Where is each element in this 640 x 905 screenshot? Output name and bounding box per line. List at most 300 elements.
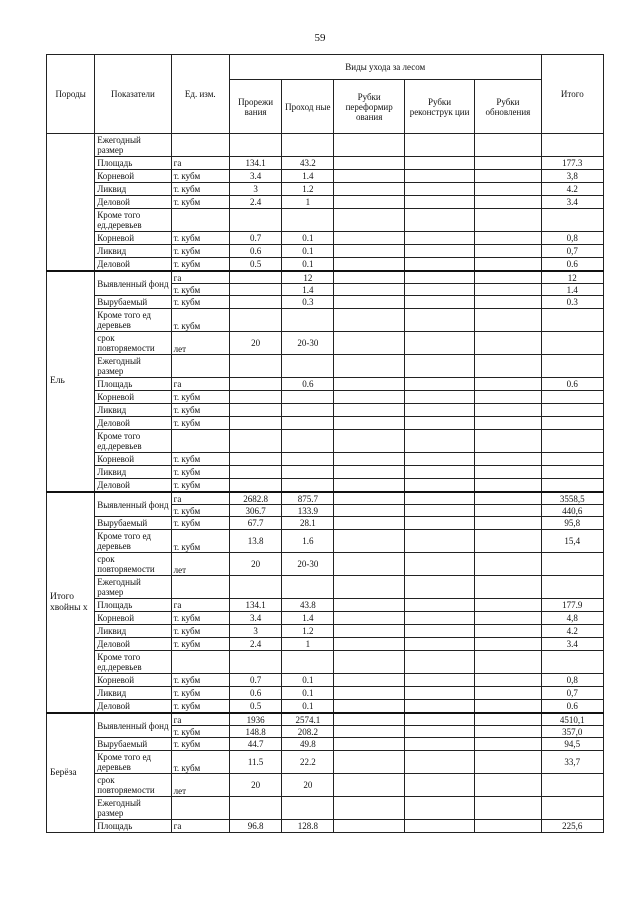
value-cell (404, 258, 474, 272)
value-cell: 43.2 (282, 157, 334, 170)
value-cell: 133.9 (282, 505, 334, 517)
total-cell: 0,7 (541, 245, 603, 258)
value-cell: 0.6 (229, 687, 281, 700)
value-cell (282, 309, 334, 332)
value-cell (229, 576, 281, 599)
value-cell (475, 599, 541, 612)
table-row (47, 687, 604, 700)
value-cell (282, 209, 334, 232)
unit-cell: т. кубм (171, 391, 229, 404)
unit-cell: га (171, 378, 229, 391)
indicator-name: срок повторяемости (95, 332, 171, 355)
value-cell (282, 651, 334, 674)
indicator-name: срок повторяемости (95, 774, 171, 797)
value-cell (404, 232, 474, 245)
value-cell (404, 378, 474, 391)
unit-cell (171, 651, 229, 674)
col-header-type: Проход ные (282, 80, 334, 134)
total-cell (541, 553, 603, 576)
value-cell (334, 404, 404, 417)
value-cell (404, 134, 474, 157)
table-row (47, 430, 604, 453)
unit-cell: га (171, 271, 229, 284)
value-cell (334, 530, 404, 553)
table-row (47, 157, 604, 170)
species-group: Ель (47, 271, 95, 492)
value-cell (334, 209, 404, 232)
value-cell (334, 332, 404, 355)
value-cell (475, 232, 541, 245)
value-cell: 3.4 (229, 170, 281, 183)
value-cell (475, 553, 541, 576)
value-cell: 0.3 (282, 296, 334, 309)
value-cell (334, 687, 404, 700)
indicator-name: Деловой (95, 638, 171, 651)
total-cell: 3558,5 (541, 492, 603, 505)
value-cell: 208.2 (282, 726, 334, 738)
unit-cell (171, 797, 229, 820)
total-cell: 0,7 (541, 687, 603, 700)
value-cell (334, 713, 404, 726)
table-row (47, 209, 604, 232)
table-row (47, 576, 604, 599)
indicator-name: Кроме того ед деревьев (95, 530, 171, 553)
table-row (47, 517, 604, 530)
table-row (47, 309, 604, 332)
value-cell (282, 404, 334, 417)
value-cell (475, 296, 541, 309)
value-cell (334, 134, 404, 157)
value-cell (475, 170, 541, 183)
total-cell: 4.2 (541, 625, 603, 638)
value-cell (229, 404, 281, 417)
table-row (47, 738, 604, 751)
value-cell (334, 284, 404, 296)
table-row (47, 612, 604, 625)
col-header-indicators: Показатели (95, 55, 171, 134)
value-cell (404, 271, 474, 284)
value-cell (334, 674, 404, 687)
unit-cell: га (171, 157, 229, 170)
value-cell (334, 820, 404, 833)
value-cell: 1.4 (282, 612, 334, 625)
total-cell (541, 355, 603, 378)
total-cell: 1.4 (541, 284, 603, 296)
value-cell (475, 479, 541, 493)
value-cell (404, 296, 474, 309)
total-cell: 0.6 (541, 258, 603, 272)
unit-cell: т. кубм (171, 505, 229, 517)
value-cell: 2.4 (229, 196, 281, 209)
value-cell (475, 355, 541, 378)
total-cell (541, 774, 603, 797)
value-cell: 306.7 (229, 505, 281, 517)
indicator-name: Корневой (95, 612, 171, 625)
value-cell (404, 196, 474, 209)
unit-cell: т. кубм (171, 687, 229, 700)
value-cell (334, 479, 404, 493)
value-cell (282, 391, 334, 404)
indicator-name: Кроме того ед.деревьев (95, 209, 171, 232)
value-cell: 0.1 (282, 687, 334, 700)
value-cell (404, 530, 474, 553)
indicator-name: Деловой (95, 700, 171, 714)
indicator-name: Выявленный фонд (95, 713, 171, 738)
unit-cell: т. кубм (171, 196, 229, 209)
indicator-name: Кроме того ед деревьев (95, 751, 171, 774)
total-cell: 177.9 (541, 599, 603, 612)
value-cell (229, 651, 281, 674)
indicator-name: Ежегодный размер (95, 797, 171, 820)
value-cell (404, 751, 474, 774)
indicator-name: Ликвид (95, 687, 171, 700)
value-cell: 11.5 (229, 751, 281, 774)
value-cell (229, 479, 281, 493)
total-cell (541, 309, 603, 332)
value-cell (334, 430, 404, 453)
table-row (47, 170, 604, 183)
value-cell (334, 576, 404, 599)
value-cell: 49.8 (282, 738, 334, 751)
value-cell (475, 284, 541, 296)
value-cell (404, 674, 474, 687)
value-cell (229, 417, 281, 430)
unit-cell: т. кубм (171, 245, 229, 258)
value-cell (475, 271, 541, 284)
value-cell (475, 638, 541, 651)
value-cell (404, 170, 474, 183)
value-cell (404, 738, 474, 751)
total-cell (541, 134, 603, 157)
value-cell (334, 738, 404, 751)
value-cell: 20-30 (282, 553, 334, 576)
value-cell (475, 674, 541, 687)
value-cell (334, 245, 404, 258)
value-cell (404, 332, 474, 355)
total-cell: 3,8 (541, 170, 603, 183)
value-cell (334, 797, 404, 820)
indicator-name: Деловой (95, 417, 171, 430)
table-row (47, 453, 604, 466)
indicator-name: Площадь (95, 157, 171, 170)
value-cell: 1936 (229, 713, 281, 726)
value-cell (334, 258, 404, 272)
table-row (47, 245, 604, 258)
value-cell (475, 157, 541, 170)
value-cell (404, 453, 474, 466)
table-row (47, 404, 604, 417)
indicator-name: Выявленный фонд (95, 271, 171, 296)
value-cell (475, 774, 541, 797)
value-cell (229, 378, 281, 391)
value-cell: 1.2 (282, 183, 334, 196)
total-cell: 3.4 (541, 196, 603, 209)
value-cell: 1.4 (282, 170, 334, 183)
value-cell (475, 713, 541, 726)
total-cell: 440,6 (541, 505, 603, 517)
total-cell: 0,8 (541, 674, 603, 687)
value-cell (404, 245, 474, 258)
value-cell (475, 430, 541, 453)
value-cell (229, 453, 281, 466)
value-cell: 875.7 (282, 492, 334, 505)
table-row (47, 638, 604, 651)
value-cell (404, 391, 474, 404)
value-cell (404, 625, 474, 638)
table-row (47, 183, 604, 196)
indicator-name: Выявленный фонд (95, 492, 171, 517)
indicator-name: Площадь (95, 378, 171, 391)
value-cell (334, 751, 404, 774)
unit-cell (171, 430, 229, 453)
unit-cell: т. кубм (171, 674, 229, 687)
total-cell (541, 479, 603, 493)
table-row (47, 466, 604, 479)
value-cell (404, 430, 474, 453)
value-cell (282, 417, 334, 430)
value-cell (334, 505, 404, 517)
total-cell: 3.4 (541, 638, 603, 651)
value-cell (334, 391, 404, 404)
value-cell (475, 196, 541, 209)
table-row (47, 232, 604, 245)
value-cell: 44.7 (229, 738, 281, 751)
unit-cell (171, 576, 229, 599)
unit-cell: т. кубм (171, 417, 229, 430)
value-cell (334, 309, 404, 332)
value-cell: 96.8 (229, 820, 281, 833)
total-cell (541, 797, 603, 820)
value-cell (334, 232, 404, 245)
unit-cell: т. кубм (171, 183, 229, 196)
value-cell (404, 797, 474, 820)
value-cell: 20 (229, 774, 281, 797)
value-cell: 0.1 (282, 700, 334, 714)
col-header-total: Итого (541, 55, 603, 134)
value-cell (475, 183, 541, 196)
value-cell (404, 209, 474, 232)
value-cell (475, 576, 541, 599)
value-cell (282, 466, 334, 479)
value-cell (229, 296, 281, 309)
value-cell (404, 492, 474, 505)
value-cell: 20-30 (282, 332, 334, 355)
total-cell: 177.3 (541, 157, 603, 170)
indicator-name: Вырубаемый (95, 517, 171, 530)
value-cell (334, 355, 404, 378)
value-cell (475, 612, 541, 625)
unit-cell: т. кубм (171, 700, 229, 714)
value-cell (334, 196, 404, 209)
indicator-name: Ежегодный размер (95, 355, 171, 378)
value-cell (475, 726, 541, 738)
value-cell (229, 466, 281, 479)
value-cell (282, 797, 334, 820)
value-cell (475, 309, 541, 332)
table-body (47, 134, 604, 833)
value-cell (475, 404, 541, 417)
value-cell: 28.1 (282, 517, 334, 530)
unit-cell: т. кубм (171, 466, 229, 479)
value-cell (475, 466, 541, 479)
value-cell (334, 774, 404, 797)
unit-cell: т. кубм (171, 170, 229, 183)
value-cell (475, 751, 541, 774)
value-cell (475, 332, 541, 355)
indicator-name: Деловой (95, 258, 171, 272)
indicator-name: Корневой (95, 674, 171, 687)
value-cell (404, 651, 474, 674)
value-cell: 22.2 (282, 751, 334, 774)
unit-cell: лет (171, 774, 229, 797)
value-cell (334, 726, 404, 738)
unit-cell: т. кубм (171, 530, 229, 553)
value-cell (282, 453, 334, 466)
value-cell (229, 797, 281, 820)
col-header-type: Рубки реконструк ции (404, 80, 474, 134)
unit-cell: т. кубм (171, 726, 229, 738)
value-cell (229, 134, 281, 157)
value-cell: 3 (229, 625, 281, 638)
value-cell (334, 466, 404, 479)
unit-cell: т. кубм (171, 625, 229, 638)
value-cell: 134.1 (229, 599, 281, 612)
total-cell (541, 332, 603, 355)
value-cell (334, 553, 404, 576)
value-cell: 0.1 (282, 674, 334, 687)
value-cell (334, 271, 404, 284)
indicator-name: Площадь (95, 820, 171, 833)
unit-cell (171, 209, 229, 232)
total-cell (541, 466, 603, 479)
table-row (47, 296, 604, 309)
value-cell (334, 700, 404, 714)
value-cell: 2682.8 (229, 492, 281, 505)
value-cell: 43.8 (282, 599, 334, 612)
total-cell: 225,6 (541, 820, 603, 833)
value-cell (404, 479, 474, 493)
value-cell: 1 (282, 196, 334, 209)
table-row (47, 820, 604, 833)
value-cell: 0.1 (282, 232, 334, 245)
value-cell: 0.5 (229, 700, 281, 714)
total-cell (541, 651, 603, 674)
value-cell (475, 209, 541, 232)
species-group (47, 134, 95, 272)
unit-cell: га (171, 820, 229, 833)
page-number: 59 (314, 32, 326, 44)
value-cell (475, 700, 541, 714)
value-cell (475, 517, 541, 530)
value-cell (475, 738, 541, 751)
value-cell: 67.7 (229, 517, 281, 530)
value-cell (229, 309, 281, 332)
unit-cell: т. кубм (171, 232, 229, 245)
indicator-name: Вырубаемый (95, 296, 171, 309)
value-cell (334, 625, 404, 638)
indicator-name: Ежегодный размер (95, 134, 171, 157)
value-cell (282, 355, 334, 378)
value-cell: 1 (282, 638, 334, 651)
value-cell: 0.1 (282, 245, 334, 258)
unit-cell: га (171, 492, 229, 505)
table-row (47, 391, 604, 404)
indicator-name: Кроме того ед.деревьев (95, 430, 171, 453)
value-cell (282, 134, 334, 157)
total-cell: 0,8 (541, 232, 603, 245)
unit-cell: т. кубм (171, 751, 229, 774)
value-cell (282, 430, 334, 453)
value-cell (229, 391, 281, 404)
unit-cell: т. кубм (171, 612, 229, 625)
value-cell (334, 378, 404, 391)
value-cell (404, 726, 474, 738)
value-cell: 20 (282, 774, 334, 797)
indicator-name: Кроме того ед.деревьев (95, 651, 171, 674)
value-cell (229, 430, 281, 453)
unit-cell: т. кубм (171, 284, 229, 296)
value-cell (229, 355, 281, 378)
total-cell: 95,8 (541, 517, 603, 530)
value-cell (334, 170, 404, 183)
value-cell (334, 517, 404, 530)
value-cell (334, 638, 404, 651)
value-cell (404, 309, 474, 332)
unit-cell: лет (171, 553, 229, 576)
table-row (47, 797, 604, 820)
value-cell: 0.6 (282, 378, 334, 391)
value-cell (334, 599, 404, 612)
indicator-name: Кроме того ед деревьев (95, 309, 171, 332)
value-cell (475, 134, 541, 157)
value-cell (475, 245, 541, 258)
value-cell: 1.2 (282, 625, 334, 638)
indicator-name: Ликвид (95, 404, 171, 417)
value-cell (404, 466, 474, 479)
table-row (47, 134, 604, 157)
col-header-care-types: Виды ухода за лесом (229, 55, 541, 80)
total-cell: 94,5 (541, 738, 603, 751)
unit-cell: га (171, 713, 229, 726)
value-cell (404, 404, 474, 417)
table-row (47, 625, 604, 638)
indicator-name: Деловой (95, 479, 171, 493)
value-cell (475, 391, 541, 404)
value-cell (475, 258, 541, 272)
col-header-unit: Ед. изм. (171, 55, 229, 134)
total-cell (541, 209, 603, 232)
value-cell: 20 (229, 332, 281, 355)
indicator-name: Ликвид (95, 466, 171, 479)
value-cell: 0.5 (229, 258, 281, 272)
value-cell (475, 505, 541, 517)
unit-cell: лет (171, 332, 229, 355)
value-cell (334, 417, 404, 430)
value-cell (229, 209, 281, 232)
unit-cell (171, 134, 229, 157)
value-cell (404, 687, 474, 700)
total-cell (541, 391, 603, 404)
indicator-name: Ежегодный размер (95, 576, 171, 599)
table-row (47, 258, 604, 272)
value-cell (475, 378, 541, 391)
table-row (47, 751, 604, 774)
indicator-name: Деловой (95, 196, 171, 209)
value-cell: 3 (229, 183, 281, 196)
table-row (47, 492, 604, 505)
indicator-name: Ликвид (95, 183, 171, 196)
unit-cell: т. кубм (171, 638, 229, 651)
